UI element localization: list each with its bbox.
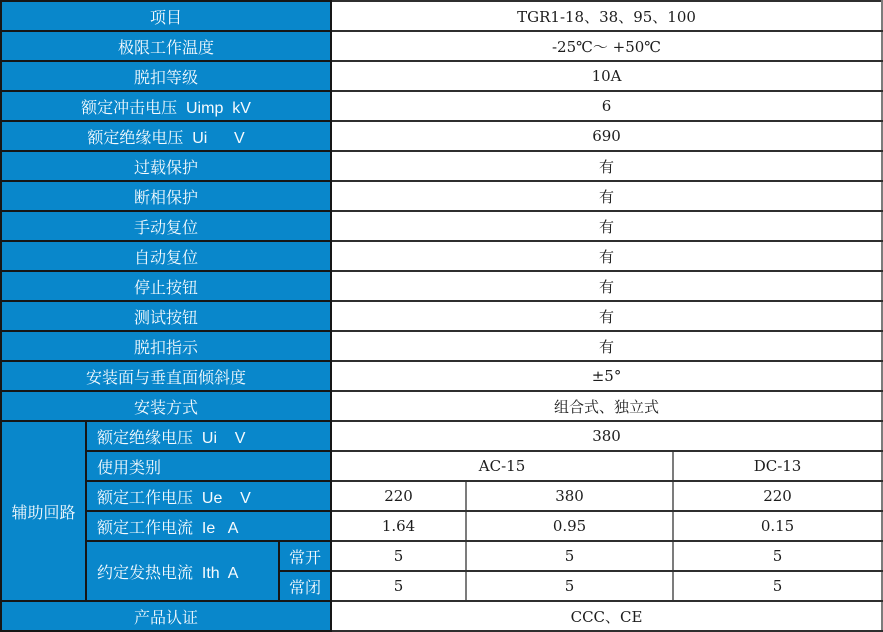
row-label: 极限工作温度	[1, 31, 331, 61]
row-label: 停止按钮	[1, 271, 331, 301]
aux-current-value: 0.15	[673, 511, 882, 541]
thermal-no-value: 5	[331, 541, 466, 571]
thermal-no-label: 常开	[279, 541, 331, 571]
row-value: 有	[331, 241, 882, 271]
table-row	[1, 481, 882, 511]
row-value: 有	[331, 151, 882, 181]
row-label: 自动复位	[1, 241, 331, 271]
row-label: 测试按钮	[1, 301, 331, 331]
table-row	[1, 451, 882, 481]
aux-current-value: 0.95	[466, 511, 673, 541]
thermal-no-value: 5	[673, 541, 882, 571]
row-value: -25℃～ +50℃	[331, 31, 882, 61]
row-value: TGR1-18、38、95、100	[331, 1, 882, 31]
aux-category-dc-value: DC-13	[673, 451, 882, 481]
table-row	[1, 361, 882, 391]
aux-voltage-value: 220	[331, 481, 466, 511]
cert-label: 产品认证	[1, 601, 331, 631]
thermal-nc-value: 5	[331, 571, 466, 601]
thermal-nc-label: 常闭	[279, 571, 331, 601]
thermal-no-value: 5	[466, 541, 673, 571]
row-label: 项目	[1, 1, 331, 31]
thermal-nc-value: 5	[673, 571, 882, 601]
table-row	[1, 211, 882, 241]
aux-voltage-value: 380	[466, 481, 673, 511]
row-value: 10A	[331, 61, 882, 91]
table-row	[1, 151, 882, 181]
table-row	[1, 121, 882, 151]
thermal-nc-value: 5	[466, 571, 673, 601]
table-row	[1, 541, 882, 571]
aux-thermal-label: 约定发热电流 Ith A	[86, 541, 279, 601]
aux-insulation-label: 额定绝缘电压 Ui V	[86, 421, 331, 451]
row-label: 手动复位	[1, 211, 331, 241]
table-row	[1, 1, 882, 31]
aux-current-label: 额定工作电流 Ie A	[86, 511, 331, 541]
table-row	[1, 421, 882, 451]
row-value: ±5°	[331, 361, 882, 391]
table-row	[1, 601, 882, 631]
aux-group-label: 辅助回路	[1, 421, 86, 601]
table-row	[1, 241, 882, 271]
table-row	[1, 271, 882, 301]
row-value: 有	[331, 181, 882, 211]
aux-insulation-value: 380	[331, 421, 882, 451]
cert-value: CCC、CE	[331, 601, 882, 631]
row-label: 脱扣等级	[1, 61, 331, 91]
aux-category-ac-value: AC-15	[331, 451, 673, 481]
table-row	[1, 31, 882, 61]
row-label: 断相保护	[1, 181, 331, 211]
table-row	[1, 181, 882, 211]
row-label: 过载保护	[1, 151, 331, 181]
table-row	[1, 61, 882, 91]
row-value: 690	[331, 121, 882, 151]
table-row	[1, 331, 882, 361]
row-label: 安装方式	[1, 391, 331, 421]
row-value: 有	[331, 211, 882, 241]
aux-current-value: 1.64	[331, 511, 466, 541]
aux-voltage-value: 220	[673, 481, 882, 511]
row-value: 6	[331, 91, 882, 121]
aux-category-label: 使用类别	[86, 451, 331, 481]
table-row	[1, 391, 882, 421]
row-value: 有	[331, 301, 882, 331]
row-label: 额定绝缘电压 Ui V	[1, 121, 331, 151]
row-value: 组合式、独立式	[331, 391, 882, 421]
row-label: 安装面与垂直面倾斜度	[1, 361, 331, 391]
table-row	[1, 91, 882, 121]
row-value: 有	[331, 271, 882, 301]
row-label: 额定冲击电压 Uimp kV	[1, 91, 331, 121]
aux-voltage-label: 额定工作电压 Ue V	[86, 481, 331, 511]
row-value: 有	[331, 331, 882, 361]
row-label: 脱扣指示	[1, 331, 331, 361]
table-row	[1, 511, 882, 541]
table-row	[1, 301, 882, 331]
